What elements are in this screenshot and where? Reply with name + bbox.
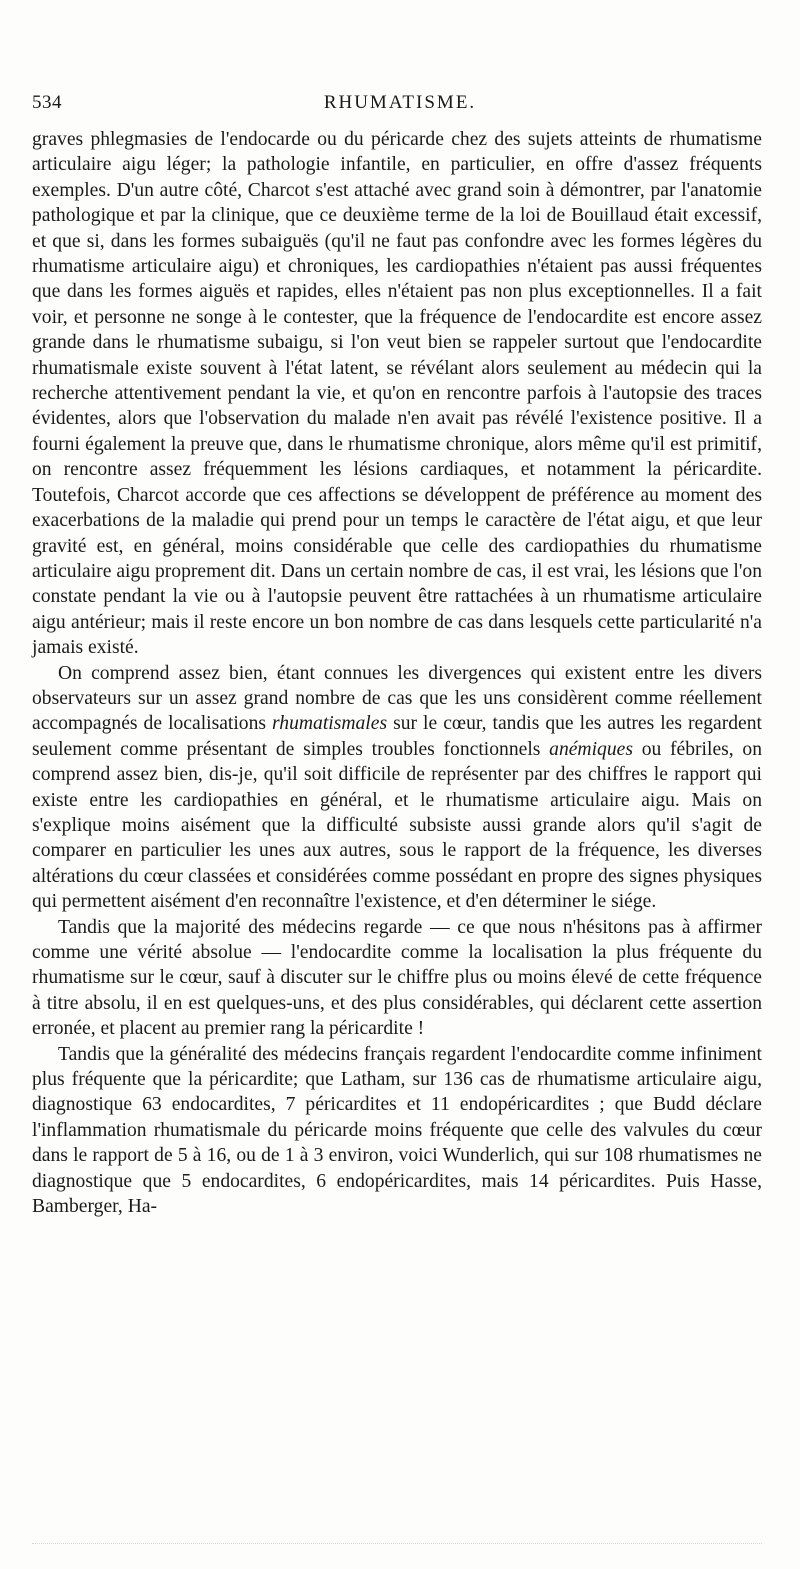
- paragraph-2: [32, 661, 762, 915]
- italic-term-anemiques: anémiques: [549, 738, 633, 760]
- paragraph-2-part-1: On comprend assez bien, étant connues les divergences qui existent entre les divers observateurs sur un assez grand nombre de cas que les uns considèrent comme réellement accompagnés de localisations: [32, 662, 762, 735]
- page-bottom-marks: [32, 1537, 762, 1544]
- running-title: RHUMATISME.: [323, 92, 477, 113]
- body-text: [32, 127, 762, 1219]
- paragraph-4: Tandis que la généralité des médecins français regardent l'endocardite comme infiniment plus fréquente que la péricardite; que Latham, sur 136 cas de rhumatisme articulaire aigu, diagnostique 63 endocardites, 7 péricardites et 11 endopéricardites ; que Budd déclare l'inflammation rhumatismale du péricarde moins fréquente que celle des valvules du cœur dans le rapport de 5 à 16, ou de 1 à 3 environ, voici Wunderlich, qui sur 108 rhumatismes ne diagnostique que 5 endocardites, 6 endopéricardites, mais 14 péricardites. Puis Hasse, Bamberger, Ha-: [32, 1043, 762, 1218]
- paragraph-2-part-3: ou fébriles, on comprend assez bien, dis-je, qu'il soit difficile de représenter par des chiffres le rapport qui existe entre les cardiopathies en général, et le rhumatisme articulaire aigu. Mais on s'explique moins aisément que la difficulté subsiste aussi grande alors qu'il s'agit de comparer en particulier les unes aux autres, sous le rapport de la fréquence, les diverses altérations du cœur classées et considérées comme possédant en propre des signes physiques qui permettent aisément d'en reconnaître l'existence, et d'en déterminer le siége.: [32, 738, 762, 913]
- paragraph-3: Tandis que la majorité des médecins regarde — ce que nous n'hésitons pas à affirmer comme une vérité absolue — l'endocardite comme la localisation la plus fréquente du rhumatisme sur le cœur, sauf à discuter sur le chiffre plus ou moins élevé de cette fréquence à titre absolu, il en est quelques-uns, et des plus considérables, qui déclarent cette assertion erronée, et placent au premier rang la péricardite !: [32, 916, 762, 1040]
- paragraph-1: graves phlegmasies de l'endocarde ou du péricarde chez des sujets atteints de rhumatisme articulaire aigu léger; la pathologie infantile, en particulier, en offre d'assez fréquents exemples. D'un autre côté, Charcot s'est attaché avec grand soin à démontrer, par l'anatomie pathologique et par la clinique, que ce deuxième terme de la loi de Bouillaud était excessif, et que si, dans les formes subaiguës (qu'il ne faut pas confondre avec les formes légères du rhumatisme articulaire aigu) et chroniques, les cardiopathies n'étaient pas aussi fréquentes que dans les formes aiguës et rapides, elles n'étaient pas non plus exceptionnelles. Il a fait voir, et personne ne songe à le contester, que la fréquence de l'endocardite est encore assez grande dans le rhumatisme subaigu, si l'on veut bien se rappeler surtout que l'endocardite rhumatismale existe souvent à l'état latent, se révélant alors seulement au médecin qui la recherche attentivement pendant la vie, et qu'on en rencontre parfois à l'autopsie des traces évidentes, alors que l'observation du malade n'en avait pas révélé l'existence positive. Il a fourni également la preuve que, dans le rhumatisme chronique, alors même qu'il est primitif, on rencontre assez fréquemment les lésions cardiaques, et notamment la péricardite. Toutefois, Charcot accorde que ces affections se développent de préférence au moment des exacerbations de la maladie qui prend pour un temps le caractère de l'état aigu, et que leur gravité est, en général, moins considérable que celle des cardiopathies du rhumatisme articulaire aigu proprement dit. Dans un certain nombre de cas, il est vrai, les lésions que l'on constate pendant la vie ou à l'autopsie peuvent être rattachées à un rhumatisme articulaire aigu antérieur; mais il reste encore un bon nombre de cas dans lesquels cette particularité n'a jamais existé.: [32, 129, 762, 659]
- page-number: 534: [32, 92, 62, 113]
- running-head: [32, 92, 768, 120]
- italic-term-rhumatismales: rhumatismales: [272, 713, 388, 735]
- paragraph-2-part-2: sur le cœur, tandis que les autres les regardent seulement comme présentant de simples troubles fonctionnels: [32, 713, 762, 760]
